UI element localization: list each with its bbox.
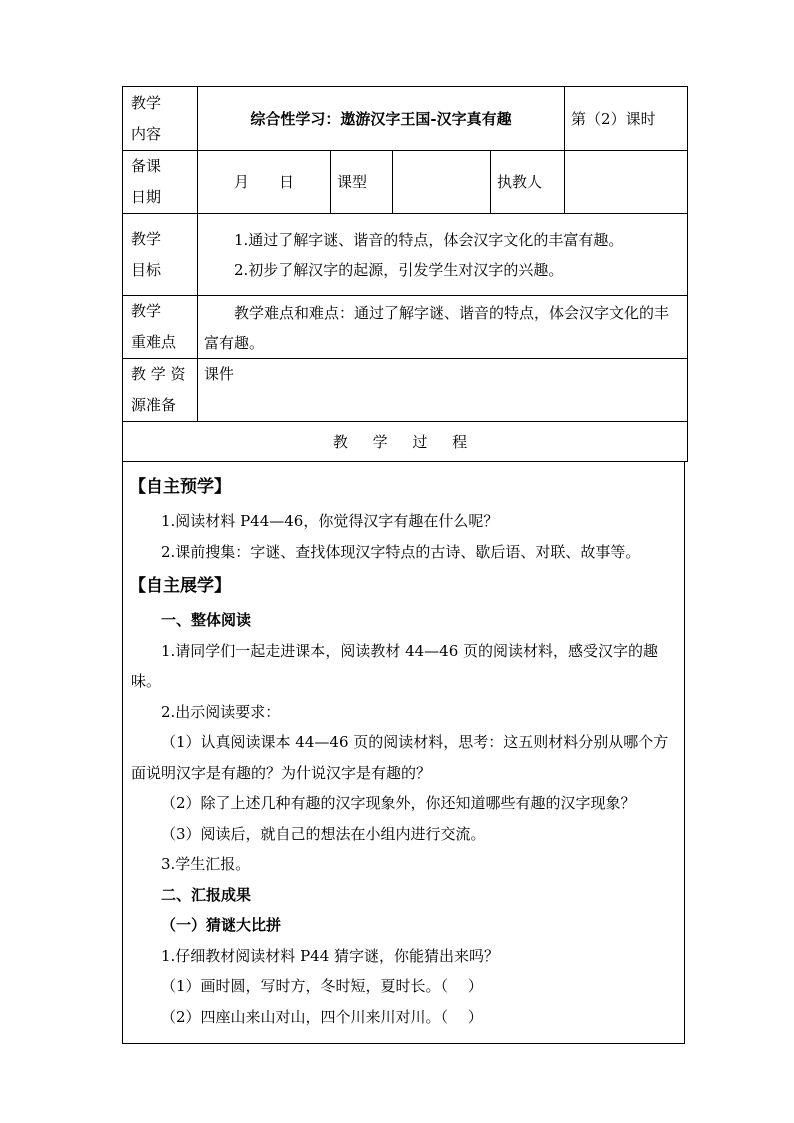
row-content — [123, 87, 688, 151]
content-label: 教学 内容 — [123, 87, 198, 151]
row-process-title — [123, 422, 688, 462]
goal-item: 2.初步了解汉字的起源，引发学生对汉字的兴趣。 — [234, 260, 564, 279]
row-date — [123, 151, 688, 214]
lesson-number: 第（2）课时 — [565, 87, 688, 151]
paragraph: 1.仔细教材阅读材料 P44 猜字谜，你能猜出来吗？ — [161, 946, 500, 965]
subsection-heading: （一）猜谜大比拼 — [161, 916, 282, 934]
paragraph: 1.阅读材料 P44—46，你觉得汉字有趣在什么呢？ — [161, 512, 499, 530]
goal-item: 1.通过了解字谜、谐音的特点，体会汉字文化的丰富有趣。 — [234, 230, 624, 249]
section-heading: 【自主预学】 — [129, 477, 231, 497]
lesson-title: 综合性学习：遨游汉字王国-汉字真有趣 — [198, 87, 565, 151]
teacher-label: 执教人 — [491, 151, 565, 214]
key-points-content: 教学难点和难点：通过了解字谜、谐音的特点，体会汉字文化的丰富有趣。 — [198, 296, 688, 359]
paragraph: 3.学生汇报。 — [161, 855, 251, 873]
teacher-value — [565, 151, 688, 214]
paragraph: （3）阅读后，就自己的想法在小组内进行交流。 — [161, 824, 486, 843]
type-value — [393, 151, 491, 214]
section-heading: 【自主展学】 — [129, 576, 231, 596]
subsection-heading: 一、整体阅读 — [161, 611, 252, 629]
row-resources — [123, 359, 688, 422]
goals-label: 教学 目标 — [123, 214, 198, 296]
type-label: 课型 — [331, 151, 393, 214]
process-content — [122, 462, 685, 1044]
row-key-points — [123, 296, 688, 359]
goals-content — [198, 214, 688, 296]
paragraph: （1）认真阅读课本 44—46 页的阅读材料，思考：这五则材料分别从哪个方面说明汉字是有趣的？为什说汉字是有趣的？ — [131, 733, 669, 782]
lesson-plan-table — [122, 86, 688, 462]
resources-value: 课件 — [198, 359, 688, 422]
paragraph: 2.课前搜集：字谜、查找体现汉字特点的古诗、歇后语、对联、故事等。 — [161, 542, 641, 561]
paragraph: 1.请同学们一起走进课本，阅读教材 44—46 页的阅读材料，感受汉字的趣味。 — [131, 641, 659, 690]
key-points-label: 教学 重难点 — [123, 296, 198, 359]
paragraph: （2）除了上述几种有趣的汉字现象外，你还知道哪些有趣的汉字现象？ — [161, 794, 636, 812]
resources-label: 教 学 资 源准备 — [123, 359, 198, 422]
subsection-heading: 二、汇报成果 — [161, 885, 252, 904]
lesson-plan-sheet — [122, 86, 687, 1044]
riddle-item: （1）画时圆，写时方，冬时短，夏时长。（ ） — [161, 977, 483, 995]
paragraph: 2.出示阅读要求： — [161, 702, 281, 721]
process-title: 教 学 过 程 — [123, 422, 688, 462]
row-goals — [123, 214, 688, 296]
date-label: 备课 日期 — [123, 151, 198, 214]
riddle-item: （2）四座山来山对山，四个川来川对川。（ ） — [161, 1007, 483, 1026]
date-value: 月 日 — [198, 151, 331, 214]
